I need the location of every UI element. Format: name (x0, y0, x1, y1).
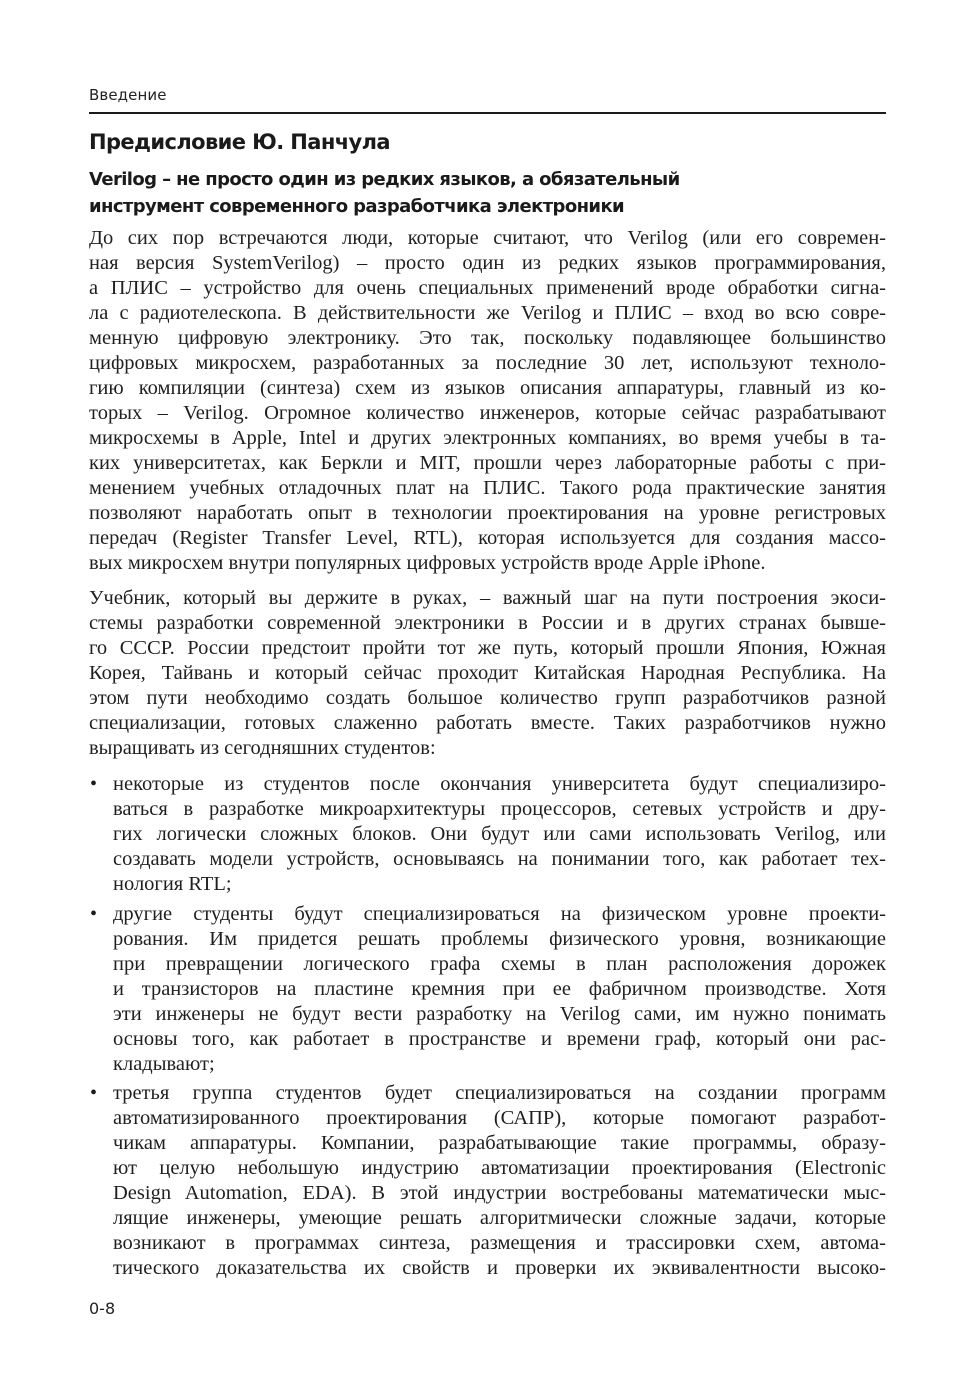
bullet-icon: • (90, 1082, 98, 1104)
text-line: и транзисторов на пластине кремния при ее фабричном производстве. Хотя (113, 978, 886, 1000)
bullet-icon: • (90, 773, 98, 795)
header-rule-divider (89, 112, 886, 114)
text-line: при превращении логического графа схемы в план расположения дорожек (113, 953, 886, 975)
text-line: некоторые из студентов после окончания университета будут специализиро- (113, 773, 886, 795)
text-line: возникают в программах синтеза, размещения и трассировки схем, автома- (113, 1232, 886, 1254)
section-title: Предисловие Ю. Панчула (89, 130, 390, 154)
text-line: чикам аппаратуры. Компании, разрабатывающие такие программы, образу- (113, 1132, 886, 1154)
text-line: вых микросхем внутри популярных цифровых устройств вроде Apple iPhone. (89, 552, 766, 574)
text-line: выращивать из сегодняшних студентов: (89, 737, 436, 759)
text-line: кладывают; (113, 1053, 215, 1075)
subtitle-line: инструмент современного разработчика электроники (89, 196, 625, 217)
paragraph-2 (89, 586, 886, 761)
text-line: ла с радиотелескопа. В действительности же Verilog и ПЛИС – вход во всю совре- (89, 302, 886, 324)
text-line: позволяют наработать опыт в технологии проектирования на уровне регистровых (89, 502, 886, 524)
text-line: передач (Register Transfer Level, RTL), которая используется для создания массо- (89, 527, 886, 549)
bullet-text (113, 1081, 886, 1281)
text-line: Корея, Тайвань и который сейчас проходит Китайская Народная Республика. На (89, 662, 886, 684)
text-line: торых – Verilog. Огромное количество инженеров, которые сейчас разрабатывают (89, 402, 886, 424)
text-line: Учебник, который вы держите в руках, – важный шаг на пути построения экоси- (89, 587, 886, 609)
text-line: лящие инженеры, умеющие решать алгоритмически сложные задачи, которые (113, 1207, 886, 1229)
paragraph-1 (89, 226, 886, 576)
text-line: Design Automation, EDA). В этой индустрии востребованы математически мыс- (113, 1182, 886, 1204)
subtitle (89, 166, 680, 220)
text-line: специализации, готовых слаженно работать вместе. Таких разработчиков нужно (89, 712, 886, 734)
text-line: рования. Им придется решать проблемы физического уровня, возникающие (113, 928, 886, 950)
text-line: менную цифровую электронику. Это так, поскольку подавляющее большинство (89, 327, 886, 349)
text-line: тического доказательства их свойств и проверки их эквивалентности высоко- (113, 1257, 886, 1279)
text-line: ют целую небольшую индустрию автоматизации проектирования (Electronic (113, 1157, 886, 1179)
text-line: автоматизированного проектирования (САПР), которые помогают разработ- (113, 1107, 886, 1129)
text-line: До сих пор встречаются люди, которые считают, что Verilog (или его современ- (89, 227, 886, 249)
text-line: нология RTL; (113, 873, 232, 895)
text-line: менением учебных отладочных плат на ПЛИС. Такого рода практические занятия (89, 477, 886, 499)
text-line: создавать модели устройств, основываясь на понимании того, как работает тех- (113, 848, 886, 870)
text-line: стемы разработки современной электроники в России и в других странах бывше- (89, 612, 886, 634)
text-line: третья группа студентов будет специализироваться на создании программ (113, 1082, 886, 1104)
text-line: эти инженеры не будут вести разработку на Verilog сами, им нужно понимать (113, 1003, 886, 1025)
text-line: го СССР. России предстоит пройти тот же путь, который прошли Япония, Южная (89, 637, 886, 659)
text-line: а ПЛИС – устройство для очень специальных применений вроде обработки сигна- (89, 277, 886, 299)
text-line: этом пути необходимо создать большое количество групп разработчиков разной (89, 687, 886, 709)
text-line: другие студенты будут специализироваться на физическом уровне проекти- (113, 903, 886, 925)
bullet-text (113, 772, 886, 897)
text-line: ких университетах, как Беркли и MIT, прошли через лабораторные работы с при- (89, 452, 886, 474)
text-line: ная версия SystemVerilog) – просто один из редких языков программирования, (89, 252, 886, 274)
subtitle-line: Verilog – не просто один из редких языков, а обязательный (89, 169, 680, 190)
text-line: цифровых микросхем, разработанных за последние 30 лет, используют техноло- (89, 352, 886, 374)
page-number: 0-8 (89, 1299, 116, 1318)
text-line: гию компиляции (синтеза) схем из языков описания аппаратуры, главный из ко- (89, 377, 886, 399)
text-line: основы того, как работает в пространстве и времени граф, который они рас- (113, 1028, 886, 1050)
text-line: ваться в разработке микроархитектуры процессоров, сетевых устройств и дру- (113, 798, 886, 820)
text-line: микросхемы в Apple, Intel и других электронных компаниях, во время учебы в та- (89, 427, 886, 449)
bullet-text (113, 902, 886, 1077)
text-line: гих логически сложных блоков. Они будут или сами использовать Verilog, или (113, 823, 886, 845)
running-head: Введение (89, 86, 167, 104)
bullet-icon: • (90, 903, 98, 925)
